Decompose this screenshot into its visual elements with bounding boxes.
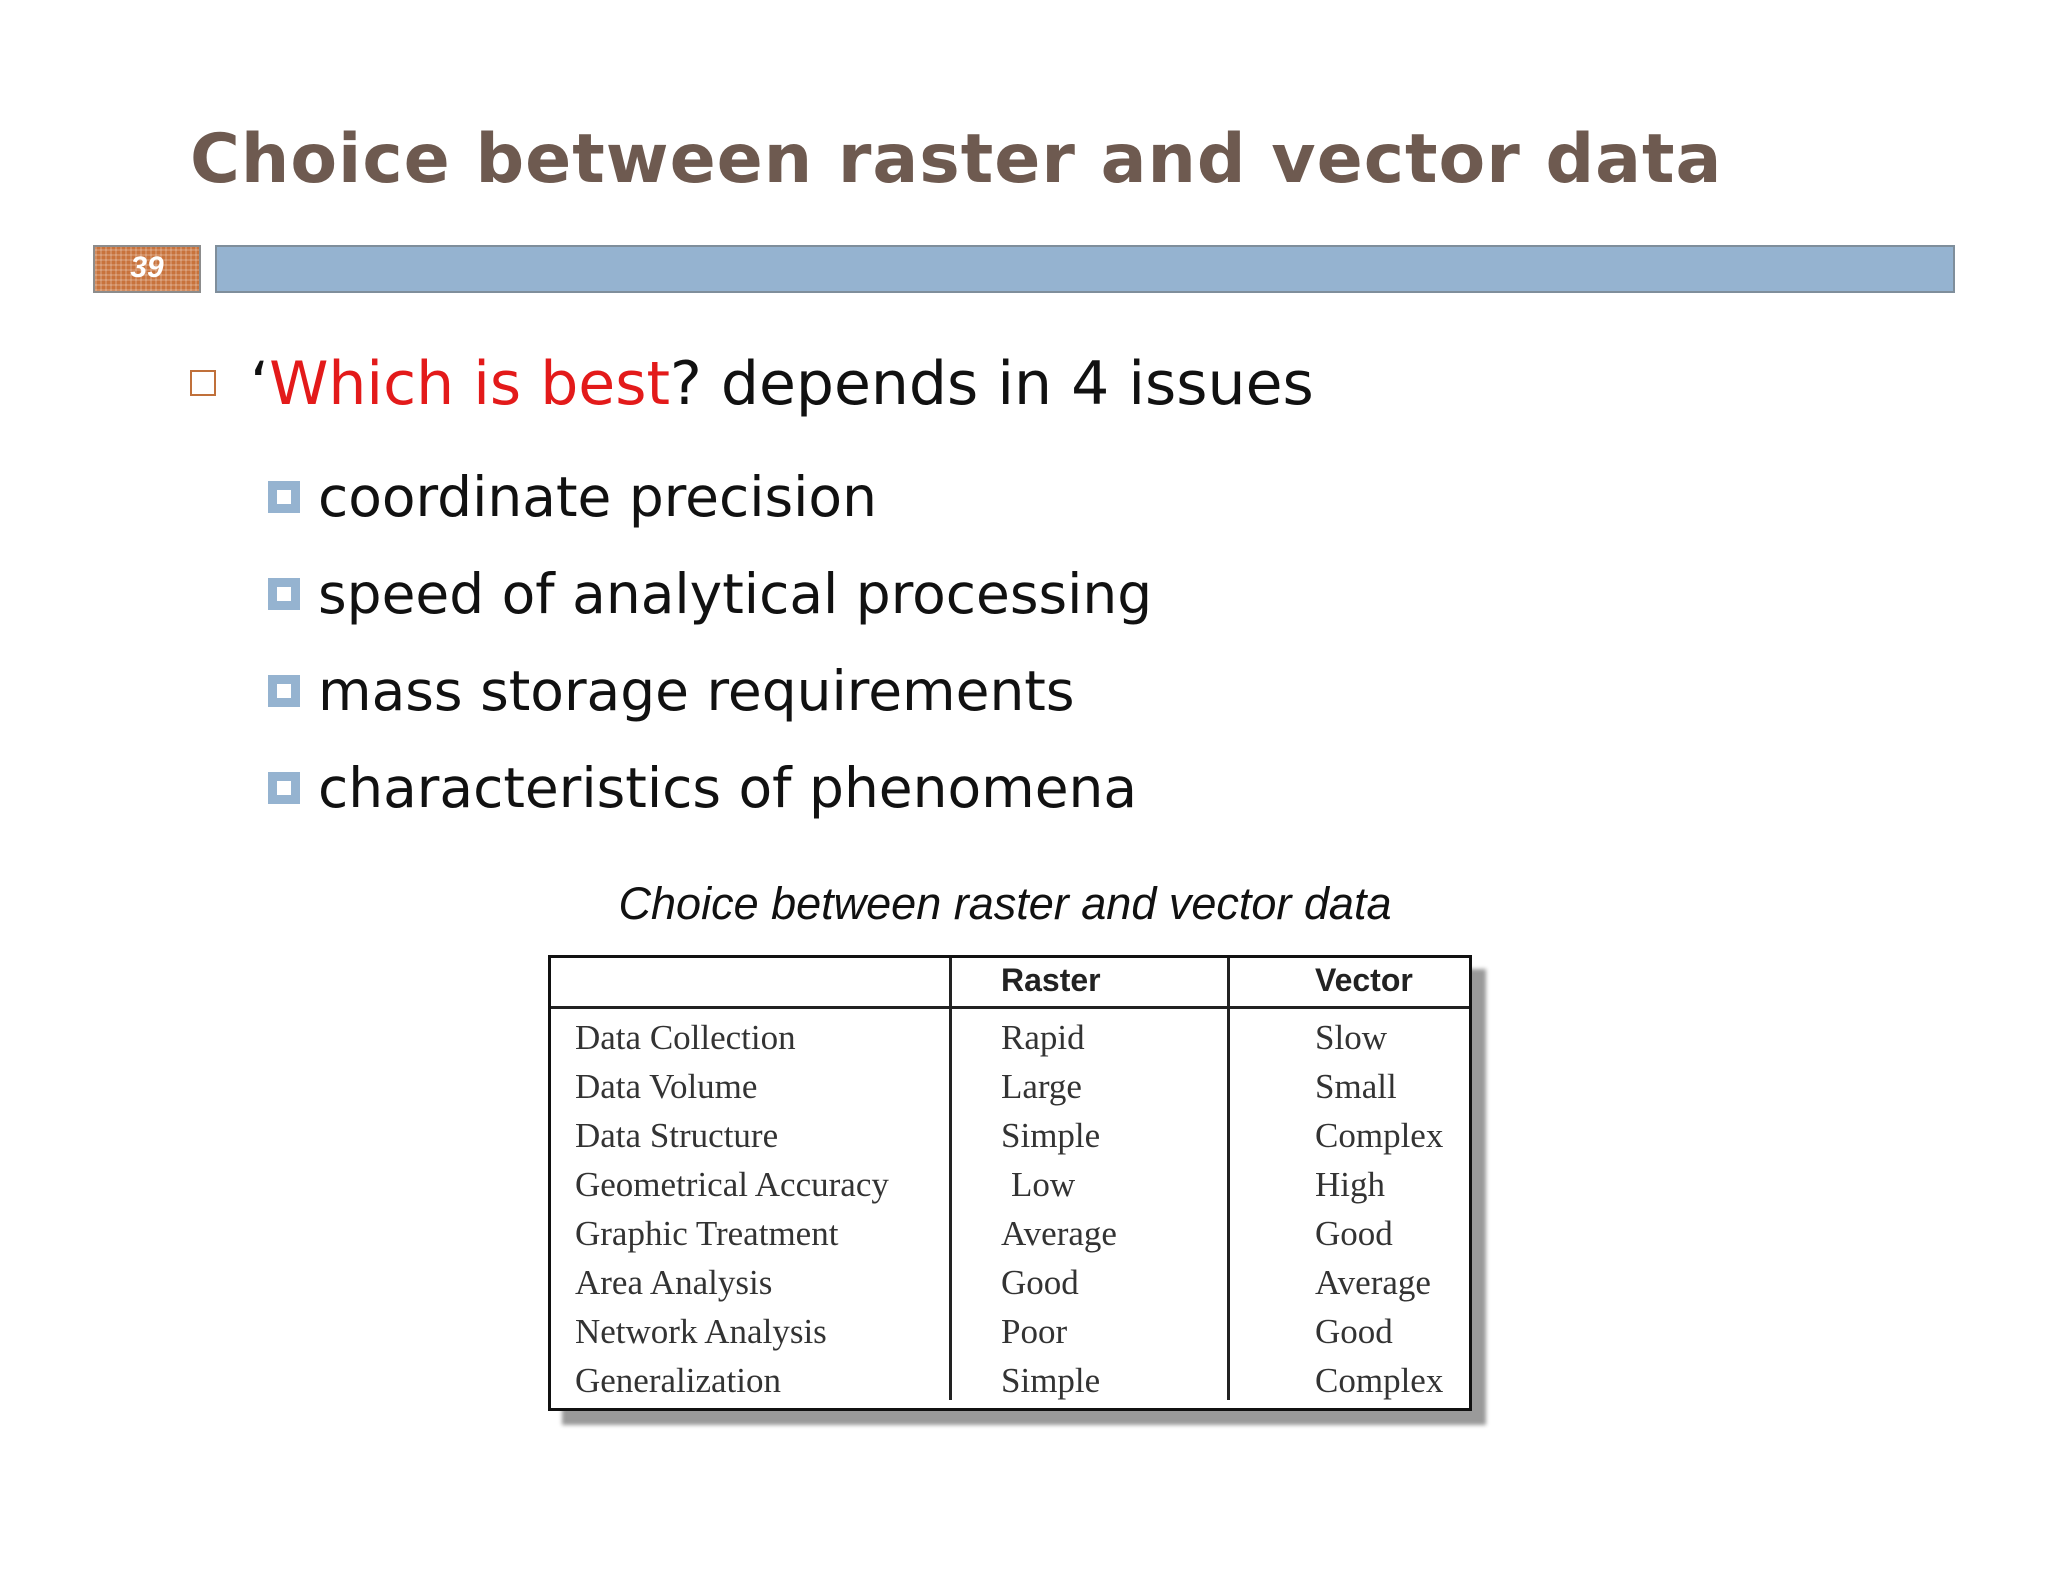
table-row bbox=[551, 1263, 1469, 1312]
table-header-raster: Raster bbox=[1001, 962, 1101, 998]
raster-cell: Good bbox=[1001, 1263, 1079, 1302]
sub-bullet bbox=[268, 642, 1152, 739]
sub-bullet bbox=[268, 448, 1152, 545]
criterion-cell: Data Volume bbox=[575, 1067, 758, 1106]
square-bullet-icon bbox=[268, 481, 300, 513]
raster-cell: Simple bbox=[1001, 1116, 1101, 1155]
criterion-cell: Graphic Treatment bbox=[575, 1214, 839, 1253]
vector-cell: Average bbox=[1315, 1263, 1431, 1302]
criterion-cell: Area Analysis bbox=[575, 1263, 773, 1302]
main-bullet-suffix: ? depends in 4 issues bbox=[669, 349, 1314, 419]
square-bullet-icon bbox=[268, 675, 300, 707]
raster-cell: Large bbox=[1001, 1067, 1082, 1106]
main-bullet bbox=[190, 348, 1314, 420]
sub-bullet-label: speed of analytical processing bbox=[318, 561, 1153, 626]
sub-bullet-label: mass storage requirements bbox=[318, 658, 1075, 723]
table-row bbox=[551, 1361, 1469, 1410]
table-header-vector: Vector bbox=[1315, 962, 1413, 998]
criterion-cell: Generalization bbox=[575, 1361, 782, 1400]
criterion-cell: Geometrical Accuracy bbox=[575, 1165, 889, 1204]
table-row bbox=[551, 1116, 1469, 1165]
square-bullet-icon bbox=[268, 578, 300, 610]
vector-cell: Good bbox=[1315, 1312, 1393, 1351]
raster-cell: Average bbox=[1001, 1214, 1117, 1253]
table-row bbox=[551, 1312, 1469, 1361]
page-number-badge bbox=[93, 245, 201, 293]
vector-cell: Good bbox=[1315, 1214, 1393, 1253]
raster-cell: Low bbox=[1011, 1165, 1076, 1204]
vector-cell: Complex bbox=[1315, 1361, 1444, 1400]
sub-bullet bbox=[268, 545, 1152, 642]
vector-cell: Slow bbox=[1315, 1018, 1387, 1057]
vector-cell: High bbox=[1315, 1165, 1385, 1204]
table-row bbox=[551, 1214, 1469, 1263]
slide-title: Choice between raster and vector data bbox=[190, 120, 1723, 199]
sub-bullet bbox=[268, 739, 1152, 836]
figure-caption: Choice between raster and vector data bbox=[618, 878, 1392, 929]
sub-bullet-label: characteristics of phenomena bbox=[318, 755, 1138, 820]
criterion-cell: Data Structure bbox=[575, 1116, 779, 1155]
main-bullet-prefix: ‘ bbox=[250, 349, 270, 419]
table-body bbox=[551, 1018, 1469, 1410]
main-bullet-highlight: Which is best bbox=[269, 349, 670, 419]
raster-cell: Rapid bbox=[1001, 1018, 1085, 1057]
criterion-cell: Data Collection bbox=[575, 1018, 796, 1057]
comparison-table bbox=[548, 955, 1472, 1411]
page-number: 39 bbox=[130, 251, 164, 284]
raster-cell: Simple bbox=[1001, 1361, 1101, 1400]
hollow-square-bullet-icon bbox=[190, 370, 216, 396]
sub-bullet-list bbox=[268, 448, 1152, 836]
table-row bbox=[551, 1067, 1469, 1116]
vector-cell: Complex bbox=[1315, 1116, 1444, 1155]
table-header-divider bbox=[551, 1006, 1469, 1009]
criterion-cell: Network Analysis bbox=[575, 1312, 827, 1351]
sub-bullet-label: coordinate precision bbox=[318, 464, 877, 529]
table-row bbox=[551, 1165, 1469, 1214]
title-underline-bar bbox=[215, 245, 1955, 293]
table-row bbox=[551, 1018, 1469, 1067]
vector-cell: Small bbox=[1315, 1067, 1397, 1106]
raster-cell: Poor bbox=[1001, 1312, 1068, 1351]
square-bullet-icon bbox=[268, 772, 300, 804]
